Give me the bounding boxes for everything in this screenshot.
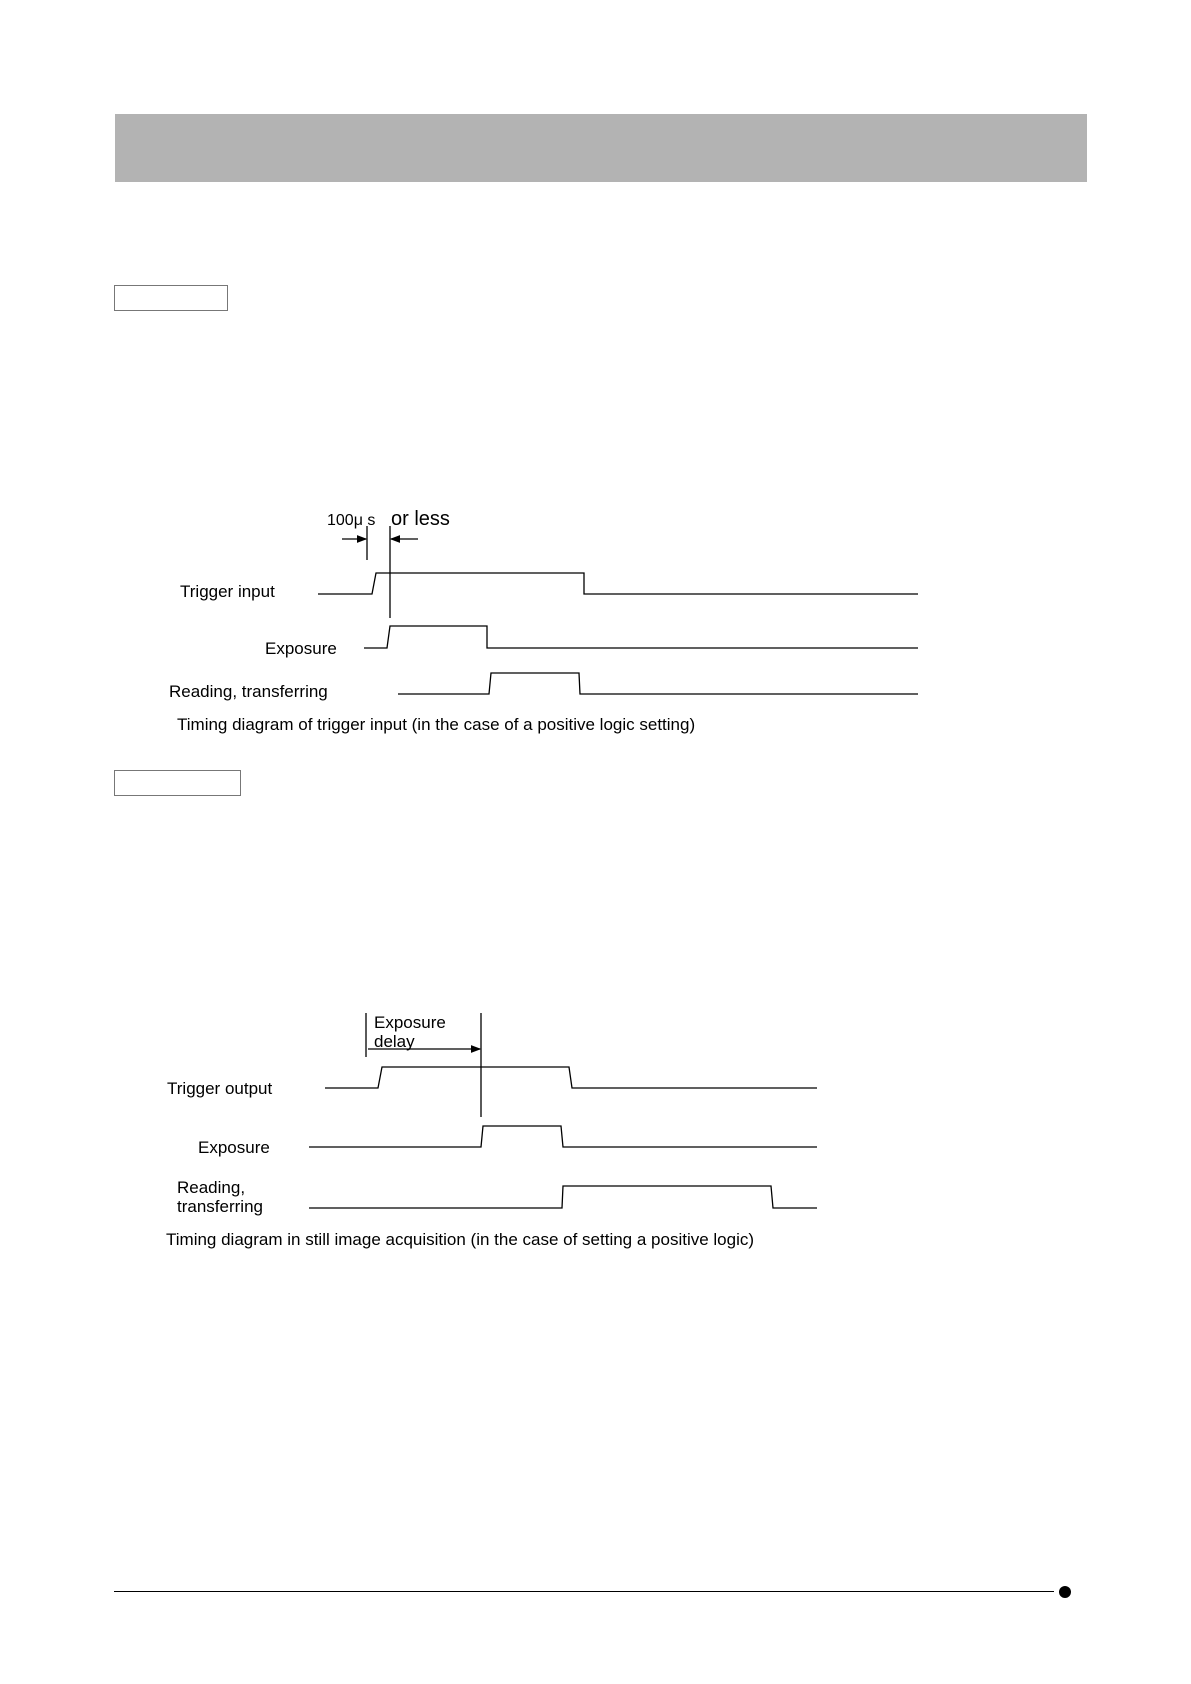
diagram-caption: Timing diagram in still image acquisition (in the case of setting a positive logic) (166, 1230, 755, 1249)
diagram-caption: Timing diagram of trigger input (in the case of a positive logic setting) (177, 715, 696, 734)
footer-bullet-icon (1059, 1586, 1071, 1598)
exposure-delay-label-line2: delay (374, 1032, 415, 1051)
exposure-waveform (309, 1126, 817, 1147)
exposure-delay-label-line1: Exposure (374, 1013, 446, 1032)
signal-label-reading-line2: transferring (177, 1197, 263, 1216)
signal-label-exposure: Exposure (265, 639, 337, 658)
signal-label-trigger-output: Trigger output (167, 1079, 273, 1098)
signal-label-exposure: Exposure (198, 1138, 270, 1157)
reading-waveform (398, 673, 918, 694)
signal-label-trigger-input: Trigger input (180, 582, 275, 601)
signal-label-reading: Reading, transferring (169, 682, 328, 701)
reading-waveform (309, 1186, 817, 1208)
trigger-output-waveform (325, 1067, 817, 1088)
signal-label-reading-line1: Reading, (177, 1178, 246, 1197)
timing-note-suffix: or less (391, 508, 450, 530)
timing-note: 100μ s (327, 512, 376, 529)
trigger-input-waveform (318, 573, 918, 594)
exposure-waveform (364, 626, 918, 648)
footer-rule (114, 1591, 1054, 1592)
trigger-input-timing-diagram (318, 526, 918, 694)
